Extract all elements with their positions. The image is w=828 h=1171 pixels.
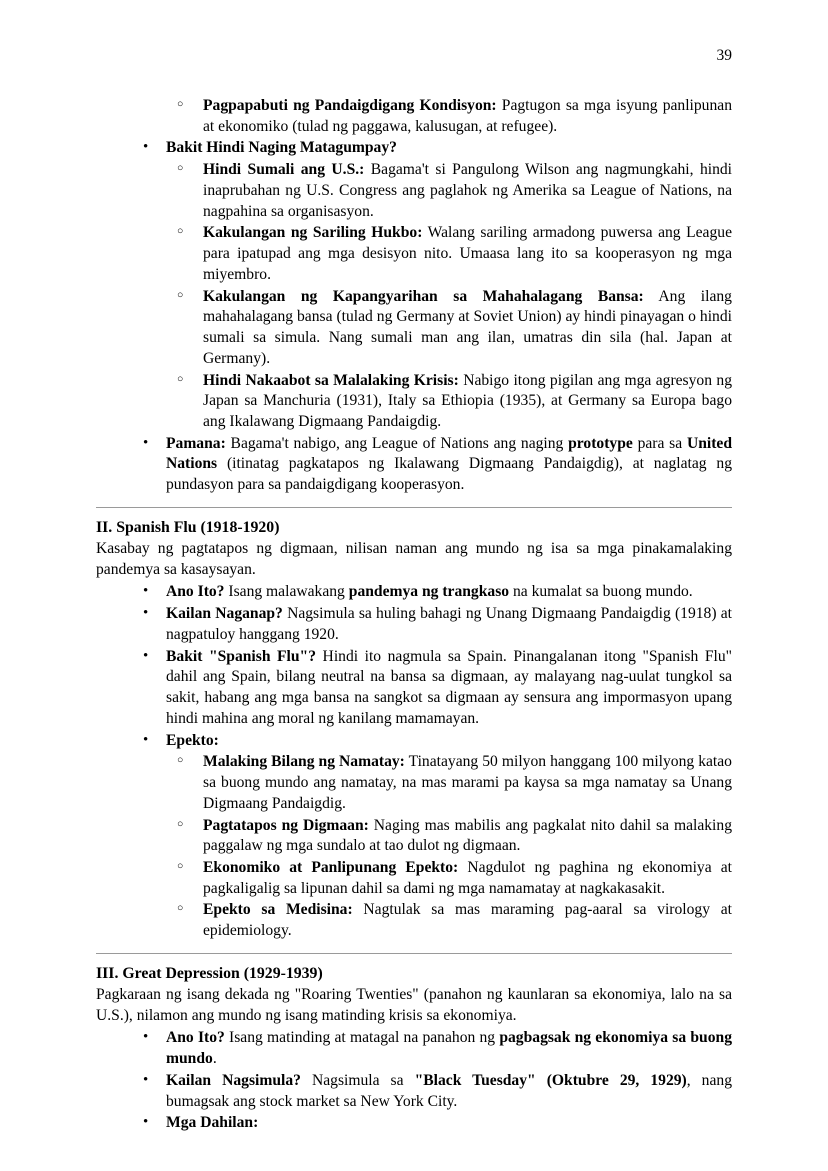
list-item-label: Malaking Bilang ng Namatay: bbox=[203, 753, 405, 771]
list-item-text-3: (itinatag pagkatapos ng Ikalawang Digmaang Pandaigdig), at naglatag ng pundasyon para sa pandaigdigang kooperasyon. bbox=[166, 455, 732, 494]
list-item bbox=[129, 1071, 732, 1112]
list-item bbox=[165, 160, 732, 222]
list-item-text: Nagdulot ng paghina ng ekonomiya at pagkaligalig sa lipunan dahil sa dami ng mga namamatay at nagkakasakit. bbox=[203, 858, 732, 897]
list-item-text: Naging mas mabilis ang pagkalat nito dahil sa malaking paggalaw ng mga sundalo at tao dulot ng digmaan. bbox=[203, 816, 732, 855]
document-body bbox=[96, 96, 732, 1134]
list-item-text: Nagtulak sa mas maraming pag-aaral sa virology at epidemiology. bbox=[203, 901, 732, 940]
disc-bullet-icon: • bbox=[143, 1029, 149, 1046]
circle-bullet-icon: ○ bbox=[177, 903, 184, 915]
list-item bbox=[165, 287, 732, 370]
section-divider bbox=[96, 507, 732, 508]
disc-bullet-icon: • bbox=[143, 647, 149, 664]
list-item-label: Ano Ito? bbox=[166, 1029, 225, 1047]
list-item bbox=[165, 223, 732, 285]
circle-bullet-icon: ○ bbox=[177, 373, 184, 385]
list-item-text-1: Isang malawakang bbox=[224, 583, 349, 601]
list-item-label: Bakit Hindi Naging Matagumpay? bbox=[166, 139, 397, 157]
list-item-text: Bagama't si Pangulong Wilson ang nagmungkahi, hindi inaprubahan ng U.S. Congress ang paglahok ng Amerika sa League of Nations, na nagpahina sa organisasyon. bbox=[203, 161, 732, 220]
circle-bullet-icon: ○ bbox=[177, 818, 184, 830]
disc-bullet-icon: • bbox=[143, 139, 149, 156]
section-intro-great-depression: Pagkaraan ng isang dekada ng "Roaring Twenties" (panahon ng kaunlaran sa ekonomiya, lalo na sa U.S.), nilamon ang mundo ng isang matinding krisis sa ekonomiya. bbox=[96, 985, 732, 1024]
list-item bbox=[165, 371, 732, 433]
disc-bullet-icon: • bbox=[143, 605, 149, 622]
list-item bbox=[165, 858, 732, 899]
list-item-label: Kailan Nagsimula? bbox=[166, 1071, 301, 1089]
section-heading-great-depression: III. Great Depression (1929-1939) bbox=[96, 964, 323, 982]
list-item-label: Hindi Sumali ang U.S.: bbox=[203, 161, 365, 179]
list-item-label: Pagtatapos ng Digmaan: bbox=[203, 816, 369, 834]
disc-bullet-icon: • bbox=[143, 583, 149, 600]
list-item-emphasis-1: prototype bbox=[568, 434, 633, 452]
list-item-text-1: Nagsimula sa bbox=[300, 1071, 415, 1089]
disc-bullet-icon: • bbox=[143, 434, 149, 451]
list-item bbox=[129, 1028, 732, 1069]
circle-bullet-icon: ○ bbox=[177, 163, 184, 175]
circle-bullet-icon: ○ bbox=[177, 755, 184, 767]
list-item bbox=[129, 138, 732, 159]
list-item-text: Ang ilang mahahalagang bansa (tulad ng Germany at Soviet Union) ay hindi pinayagan o hindi sumali sa simula. Nang sumali man ang ilan, umatras din sila (hal. Japan at Germany). bbox=[203, 287, 732, 367]
list-item-text: Tinatayang 50 milyon hanggang 100 milyong katao sa buong mundo ang namatay, na mas marami pa kaysa sa mga namatay sa Unang Digmaang Pandaigdig. bbox=[203, 753, 732, 812]
disc-bullet-icon: • bbox=[143, 1071, 149, 1088]
circle-bullet-icon: ○ bbox=[177, 226, 184, 238]
circle-bullet-icon: ○ bbox=[177, 860, 184, 872]
list-item-label: Hindi Nakaabot sa Malalaking Krisis: bbox=[203, 371, 459, 389]
list-item-pamana bbox=[129, 434, 732, 496]
list-item-label: Pagpapabuti ng Pandaigdigang Kondisyon: bbox=[203, 97, 497, 114]
list-item-emphasis: pagbagsak ng ekonomiya sa buong mundo bbox=[166, 1029, 732, 1068]
list-item bbox=[165, 816, 732, 857]
circle-bullet-icon: ○ bbox=[177, 99, 184, 110]
list-item-text: Nagsimula sa huling bahagi ng Unang Digmaang Pandaigdig (1918) at nagpatuloy hanggang 1920. bbox=[166, 605, 732, 643]
list-item-label: Mga Dahilan: bbox=[166, 1114, 259, 1132]
list-item-text-1: Bagama't nabigo, ang League of Nations ang naging bbox=[225, 434, 569, 452]
list-item-text-2: para sa bbox=[632, 434, 687, 452]
list-item-label: Kakulangan ng Sariling Hukbo: bbox=[203, 224, 423, 242]
list-item bbox=[165, 752, 732, 814]
circle-bullet-icon: ○ bbox=[177, 289, 184, 301]
list-great-depression bbox=[96, 1028, 732, 1134]
list-item bbox=[129, 647, 732, 730]
list-league-of-nations bbox=[96, 96, 732, 496]
list-item-text: Nabigo itong pigilan ang mga agresyon ng Japan sa Manchuria (1931), Italy sa Ethiopia (1935), at Germany sa Europa bago ang Ikalawang Digmaang Pandaigdig. bbox=[203, 371, 732, 431]
list-item bbox=[165, 96, 732, 137]
disc-bullet-icon: • bbox=[143, 731, 149, 748]
list-item-text-1: Isang matinding at matagal na panahon ng bbox=[224, 1029, 500, 1047]
list-item-text: Walang sariling armadong puwersa ang League para ipatupad ang mga desisyon nito. Umaasa lang ito sa kooperasyon ng mga miyembro. bbox=[203, 224, 732, 283]
list-item bbox=[129, 582, 732, 603]
list-item-label: Ekonomiko at Panlipunang Epekto: bbox=[203, 858, 459, 876]
list-item-label: Epekto sa Medisina: bbox=[203, 901, 353, 919]
disc-bullet-icon: • bbox=[143, 1114, 149, 1131]
list-item bbox=[129, 604, 732, 645]
section-intro-spanish-flu: Kasabay ng pagtatapos ng digmaan, nilisan naman ang mundo ng isa sa mga pinakamalaking pandemya sa kasaysayan. bbox=[96, 539, 732, 578]
section-heading-spanish-flu: II. Spanish Flu (1918-1920) bbox=[96, 518, 280, 536]
list-item-text-2: . bbox=[212, 1050, 217, 1068]
list-item-emphasis: "Black Tuesday" (Oktubre 29, 1929) bbox=[414, 1071, 687, 1089]
list-item-label: Kailan Naganap? bbox=[166, 605, 283, 623]
list-item-text: Hindi ito nagmula sa Spain. Pinangalanan itong "Spanish Flu" dahil ang Spain, bilang neutral na bansa sa digmaan, ay malayang nag-uulat tungkol sa sakit, habang ang mga bansa na sangkot sa digmaan ay sensura ang impormasyon upang hindi mahina ang moral ng kanilang mamamayan. bbox=[166, 647, 732, 727]
list-item-text: Pagtugon sa mga isyung panlipunan at ekonomiko (tulad ng paggawa, kalusugan, at refugee). bbox=[203, 97, 732, 135]
list-item bbox=[129, 731, 732, 752]
list-item-label: Ano Ito? bbox=[166, 583, 225, 601]
list-item-label: Kakulangan ng Kapangyarihan sa Mahahalagang Bansa: bbox=[203, 287, 644, 305]
list-item bbox=[129, 1113, 732, 1134]
section-divider bbox=[96, 953, 732, 954]
page-number: 39 bbox=[716, 47, 732, 64]
list-item-label: Bakit "Spanish Flu"? bbox=[166, 647, 317, 665]
list-item bbox=[165, 900, 732, 941]
list-item-emphasis-2: United Nations bbox=[166, 434, 732, 473]
list-item-text-2: , nang bumagsak ang stock market sa New York City. bbox=[166, 1071, 732, 1110]
list-item-emphasis: pandemya ng trangkaso bbox=[348, 583, 510, 601]
list-item-label: Epekto: bbox=[166, 731, 219, 749]
list-spanish-flu bbox=[96, 582, 732, 941]
list-item-label: Pamana: bbox=[166, 434, 226, 452]
list-item-text-2: na kumalat sa buong mundo. bbox=[509, 583, 693, 601]
